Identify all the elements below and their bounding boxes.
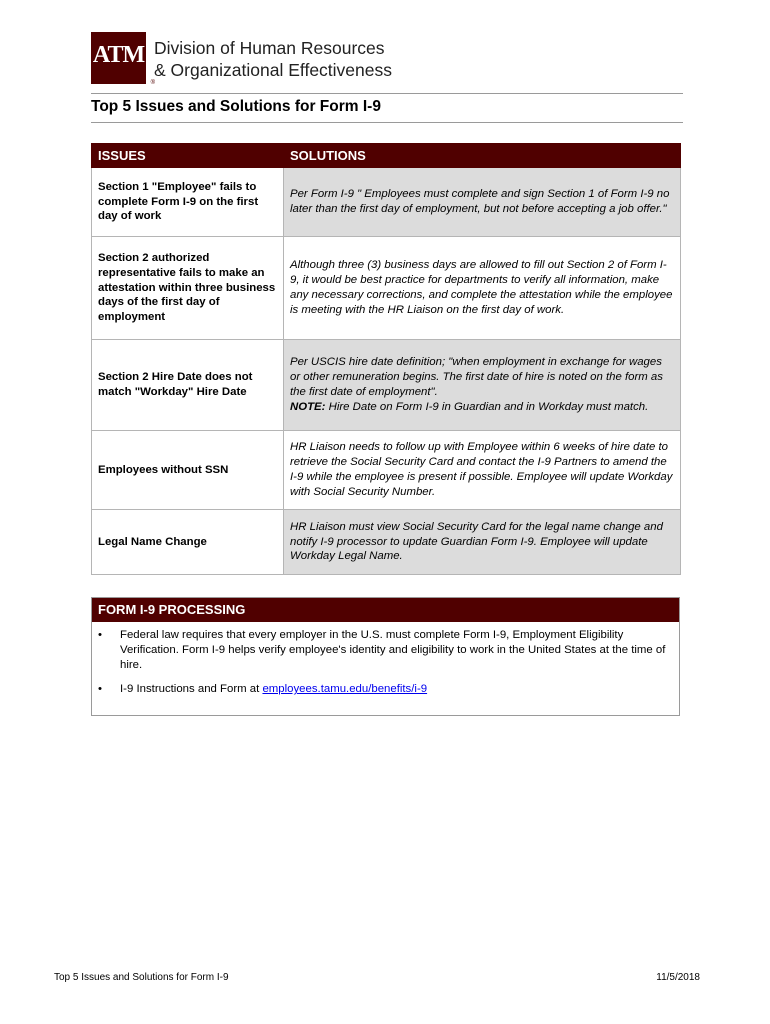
footer-date: 11/5/2018 [656, 972, 700, 983]
footer-title: Top 5 Issues and Solutions for Form I-9 [54, 972, 229, 983]
bullet-icon: • [98, 683, 102, 695]
issue-cell: Section 2 Hire Date does not match "Workday" Hire Date [92, 340, 284, 431]
title-divider [91, 122, 683, 123]
table-row [92, 237, 681, 340]
list-item [92, 682, 679, 697]
list-item-text: I-9 Instructions and Form at [120, 683, 263, 695]
solution-cell: Although three (3) business days are allowed to fill out Section 2 of Form I-9, it would be best practice for departments to verify all information, make any necessary corrections, and complete the attestation while the employee is meeting with the HR Liaison on the first day of work. [284, 237, 681, 340]
organization-name [154, 37, 392, 81]
table-row [92, 340, 681, 431]
processing-box [91, 597, 680, 716]
list-item-text: Federal law requires that every employer in the U.S. must complete Form I-9, Employment Eligibility Verification. Form I-9 helps verify employee's identity and eligibility to work in the United States at the time of hire. [120, 629, 666, 671]
issue-cell: Legal Name Change [92, 510, 284, 575]
solution-cell: HR Liaison needs to follow up with Employee within 6 weeks of hire date to retrieve the Social Security Card and contact the I-9 Partners to amend the I-9 while the employee is present if possible. Employee will update Workday with Social Security Number. [284, 431, 681, 510]
org-line-1: Division of Human Resources [154, 38, 385, 58]
org-line-2: & Organizational Effectiveness [154, 60, 393, 80]
tamu-logo [91, 32, 155, 86]
table-row [92, 168, 681, 237]
bullet-icon: • [98, 629, 102, 641]
solution-cell [284, 340, 681, 431]
issue-cell: Employees without SSN [92, 431, 284, 510]
logo-text: ATM [92, 42, 145, 68]
table-header-row [92, 144, 681, 168]
logo-trademark: ® [150, 80, 155, 86]
processing-list [92, 628, 679, 697]
table-row [92, 510, 681, 575]
issues-table [91, 143, 681, 575]
list-item [92, 628, 679, 673]
solution-cell: Per Form I-9 " Employees must complete and sign Section 1 of Form I-9 no later than the first day of employment, but not before accepting a job offer." [284, 168, 681, 237]
table-row [92, 431, 681, 510]
note-text: Hire Date on Form I-9 in Guardian and in Workday must match. [325, 400, 649, 413]
note-label: NOTE: [290, 400, 326, 413]
solution-cell: HR Liaison must view Social Security Card for the legal name change and notify I-9 processor to update Guardian Form I-9. Employee will update Workday Legal Name. [284, 510, 681, 575]
processing-heading: FORM I-9 PROCESSING [92, 598, 679, 622]
top-divider [91, 93, 683, 94]
issues-header: ISSUES [92, 144, 284, 168]
issue-cell: Section 1 "Employee" fails to complete Form I-9 on the first day of work [92, 168, 284, 237]
solution-text: Per USCIS hire date definition; "when employment in exchange for wages or other remuneration begins. The first date of hire is noted on the form as the first date of employment". [290, 356, 663, 398]
i9-form-link[interactable]: employees.tamu.edu/benefits/i-9 [262, 683, 428, 695]
issue-cell: Section 2 authorized representative fails to make an attestation within three business days of the first day of employment [92, 237, 284, 340]
solutions-header: SOLUTIONS [284, 144, 681, 168]
page-title: Top 5 Issues and Solutions for Form I-9 [91, 98, 381, 115]
